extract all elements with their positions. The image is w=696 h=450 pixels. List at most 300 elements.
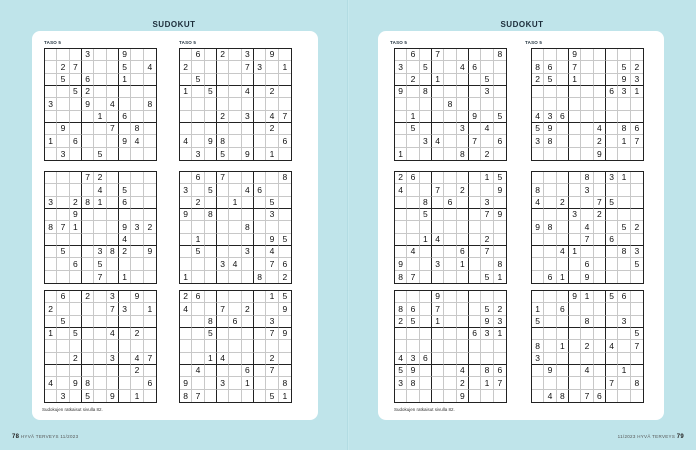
sudoku-cell	[94, 353, 106, 365]
sudoku-cell	[82, 328, 94, 340]
sudoku-cell	[407, 197, 419, 209]
sudoku-cell	[469, 303, 481, 315]
sudoku-cell	[254, 86, 266, 98]
page-footer	[618, 434, 684, 440]
sudoku-cell	[192, 353, 204, 365]
sudoku-cell: 7	[432, 49, 444, 61]
sudoku-grid	[44, 48, 157, 161]
sudoku-cell	[229, 390, 241, 402]
sudoku-cell	[242, 197, 254, 209]
sudoku-cell	[279, 86, 291, 98]
sudoku-cell: 3	[631, 246, 643, 258]
sudoku-cell	[57, 111, 69, 123]
sudoku-cell: 4	[432, 135, 444, 147]
sudoku-cell: 1	[432, 316, 444, 328]
sudoku-cell	[594, 61, 606, 73]
sudoku-cell: 5	[57, 316, 69, 328]
sudoku-cell	[217, 234, 229, 246]
sudoku-cell	[569, 184, 581, 196]
sudoku-cell	[217, 221, 229, 233]
sudoku-cell	[618, 328, 630, 340]
sudoku-cell	[557, 61, 569, 73]
sudoku-cell	[192, 340, 204, 352]
sudoku-cell: 9	[57, 123, 69, 135]
sudoku-cell	[131, 197, 143, 209]
sudoku-cell	[594, 246, 606, 258]
sudoku-cell: 3	[266, 209, 278, 221]
sudoku-cell	[407, 135, 419, 147]
sudoku-cell: 9	[494, 209, 506, 221]
sudoku-cell	[279, 316, 291, 328]
sudoku-cell: 2	[481, 148, 493, 160]
sudoku-cell	[254, 111, 266, 123]
sudoku-cell	[606, 390, 618, 402]
sudoku-cell	[266, 340, 278, 352]
sudoku-cell	[532, 148, 544, 160]
sudoku-cell	[242, 74, 254, 86]
sudoku-cell	[557, 377, 569, 389]
sudoku-cell: 7	[481, 246, 493, 258]
sudoku-cell	[94, 86, 106, 98]
sudoku-cell	[205, 365, 217, 377]
sudoku-cell	[45, 234, 57, 246]
sudoku-cell	[254, 258, 266, 270]
sudoku-cell	[217, 86, 229, 98]
sudoku-cell: 6	[469, 61, 481, 73]
sudoku-cell: 9	[144, 246, 156, 258]
sudoku-cell	[254, 303, 266, 315]
sudoku-cell	[254, 291, 266, 303]
sudoku-cell	[254, 123, 266, 135]
sudoku-cell	[594, 316, 606, 328]
sudoku-cell: 7	[217, 303, 229, 315]
sudoku-cell	[407, 340, 419, 352]
sudoku-cell	[631, 184, 643, 196]
sudoku-cell	[107, 74, 119, 86]
sudoku-cell: 2	[581, 340, 593, 352]
sudoku-cell	[229, 365, 241, 377]
sudoku-cell: 5	[606, 291, 618, 303]
sudoku-cell	[606, 148, 618, 160]
sudoku-cell: 4	[266, 111, 278, 123]
sudoku-cell: 2	[242, 303, 254, 315]
sudoku-cell: 4	[532, 111, 544, 123]
sudoku-cell	[444, 291, 456, 303]
sudoku-cell	[205, 258, 217, 270]
sudoku-cell	[395, 123, 407, 135]
sudoku-cell	[57, 328, 69, 340]
sudoku-cell	[481, 258, 493, 270]
sudoku-cell	[144, 184, 156, 196]
sudoku-cell	[532, 271, 544, 283]
sudoku-cell	[594, 184, 606, 196]
sudoku-cell: 3	[432, 258, 444, 270]
sudoku-cell	[569, 390, 581, 402]
sudoku-cell	[242, 390, 254, 402]
sudoku-cell	[205, 98, 217, 110]
sudoku-cell	[544, 184, 556, 196]
sudoku-cell: 2	[94, 172, 106, 184]
sudoku-cell	[420, 49, 432, 61]
sudoku-cell	[594, 291, 606, 303]
sudoku-cell	[82, 303, 94, 315]
sudoku-cell: 3	[131, 221, 143, 233]
sudoku-cell	[94, 61, 106, 73]
solutions-note: Sudokujen ratkaisut sivulla 82.	[42, 407, 103, 412]
sudoku-cell: 6	[557, 111, 569, 123]
sudoku-cell	[606, 316, 618, 328]
sudoku-cell	[45, 123, 57, 135]
sudoku-cell: 3	[407, 353, 419, 365]
sudoku-cell	[457, 197, 469, 209]
sudoku-cell	[618, 303, 630, 315]
sudoku-cell: 7	[469, 135, 481, 147]
sudoku-cell: 8	[494, 49, 506, 61]
sudoku-cell: 2	[144, 221, 156, 233]
sudoku-cell	[242, 258, 254, 270]
sudoku-cell	[94, 221, 106, 233]
sudoku-cell	[432, 98, 444, 110]
sudoku-cell	[469, 353, 481, 365]
sudoku-cell	[557, 258, 569, 270]
sudoku-cell	[420, 148, 432, 160]
sudoku-cell: 5	[618, 61, 630, 73]
sudoku-cell: 6	[192, 172, 204, 184]
sudoku-cell: 5	[395, 365, 407, 377]
sudoku-cell	[469, 291, 481, 303]
sudoku-cell	[107, 258, 119, 270]
sudoku-cell: 5	[205, 86, 217, 98]
sudoku-cell: 4	[180, 135, 192, 147]
sudoku-cell	[407, 98, 419, 110]
sudoku-cell: 2	[180, 291, 192, 303]
level-label: TASO 5	[525, 40, 543, 45]
sudoku-cell	[432, 123, 444, 135]
sudoku-cell	[242, 234, 254, 246]
sudoku-cell: 8	[557, 390, 569, 402]
sudoku-cell: 7	[266, 258, 278, 270]
sudoku-cell	[254, 74, 266, 86]
sudoku-cell	[131, 316, 143, 328]
sudoku-cell	[407, 184, 419, 196]
sudoku-cell: 8	[581, 316, 593, 328]
sudoku-cell	[494, 98, 506, 110]
sudoku-cell: 8	[631, 377, 643, 389]
sudoku-cell	[569, 172, 581, 184]
sudoku-cell	[569, 303, 581, 315]
sudoku-cell	[57, 197, 69, 209]
sudoku-cell: 2	[45, 303, 57, 315]
sudoku-cell	[581, 123, 593, 135]
sudoku-cell	[618, 234, 630, 246]
sudoku-cell: 3	[45, 98, 57, 110]
sudoku-cell	[131, 377, 143, 389]
sudoku-cell	[144, 328, 156, 340]
sudoku-cell: 3	[606, 172, 618, 184]
sudoku-cell: 3	[119, 303, 131, 315]
sudoku-cell: 4	[481, 123, 493, 135]
sudoku-cell	[432, 328, 444, 340]
sudoku-cell	[82, 61, 94, 73]
sudoku-cell	[70, 74, 82, 86]
sudoku-cell	[544, 353, 556, 365]
sudoku-cell	[420, 258, 432, 270]
sudoku-cell	[242, 353, 254, 365]
sudoku-cell: 1	[618, 365, 630, 377]
sudoku-cell: 5	[532, 123, 544, 135]
sudoku-cell	[606, 49, 618, 61]
sudoku-cell: 7	[569, 61, 581, 73]
sudoku-cell	[229, 98, 241, 110]
sudoku-cell: 7	[606, 377, 618, 389]
sudoku-cell	[217, 340, 229, 352]
sudoku-cell	[569, 377, 581, 389]
sudoku-cell: 6	[618, 291, 630, 303]
sudoku-cell	[57, 135, 69, 147]
sudoku-cell	[57, 353, 69, 365]
sudoku-cell	[107, 377, 119, 389]
sudoku-cell	[544, 234, 556, 246]
sudoku-cell	[618, 258, 630, 270]
sudoku-cell	[229, 172, 241, 184]
sudoku-cell	[457, 111, 469, 123]
sudoku-cell: 7	[266, 328, 278, 340]
sudoku-cell	[494, 74, 506, 86]
sudoku-cell	[581, 197, 593, 209]
sudoku-cell	[557, 234, 569, 246]
sudoku-cell	[432, 340, 444, 352]
sudoku-cell	[131, 209, 143, 221]
sudoku-cell	[494, 197, 506, 209]
sudoku-cell	[481, 390, 493, 402]
sudoku-cell	[180, 340, 192, 352]
sudoku-cell: 3	[569, 209, 581, 221]
sudoku-cell	[432, 365, 444, 377]
sudoku-cell	[180, 197, 192, 209]
sudoku-cell: 6	[407, 49, 419, 61]
sudoku-cell: 5	[192, 74, 204, 86]
sudoku-cell	[144, 172, 156, 184]
sudoku-cell	[57, 303, 69, 315]
sudoku-cell: 8	[544, 135, 556, 147]
sudoku-cell	[266, 221, 278, 233]
sudoku-cell	[45, 74, 57, 86]
sudoku-cell	[94, 340, 106, 352]
sudoku-cell	[254, 246, 266, 258]
sudoku-cell	[594, 271, 606, 283]
sudoku-cell	[131, 271, 143, 283]
sudoku-cell	[581, 353, 593, 365]
sudoku-cell	[407, 148, 419, 160]
sudoku-cell	[544, 328, 556, 340]
sudoku-cell	[631, 353, 643, 365]
sudoku-cell: 1	[420, 234, 432, 246]
sudoku-cell	[45, 316, 57, 328]
sudoku-cell: 4	[557, 246, 569, 258]
sudoku-cell	[618, 111, 630, 123]
sudoku-grid	[394, 171, 507, 284]
sudoku-cell: 1	[581, 291, 593, 303]
sudoku-cell: 1	[94, 111, 106, 123]
sudoku-cell	[594, 328, 606, 340]
puzzle-panel	[378, 31, 664, 420]
sudoku-cell: 6	[469, 328, 481, 340]
sudoku-cell: 9	[494, 184, 506, 196]
sudoku-cell	[205, 148, 217, 160]
sudoku-cell	[420, 271, 432, 283]
sudoku-cell	[444, 74, 456, 86]
sudoku-cell: 9	[82, 98, 94, 110]
sudoku-cell	[266, 184, 278, 196]
sudoku-cell: 5	[266, 197, 278, 209]
sudoku-cell	[45, 61, 57, 73]
sudoku-cell	[205, 246, 217, 258]
sudoku-cell: 3	[45, 197, 57, 209]
sudoku-cell	[432, 246, 444, 258]
sudoku-cell: 2	[457, 377, 469, 389]
sudoku-cell: 3	[82, 49, 94, 61]
sudoku-cell	[457, 209, 469, 221]
sudoku-cell: 2	[70, 353, 82, 365]
sudoku-cell	[469, 234, 481, 246]
sudoku-cell: 5	[266, 390, 278, 402]
sudoku-cell	[444, 135, 456, 147]
sudoku-cell	[618, 271, 630, 283]
sudoku-cell: 8	[254, 271, 266, 283]
sudoku-grid	[179, 171, 292, 284]
page-footer	[12, 434, 78, 440]
sudoku-cell	[192, 209, 204, 221]
sudoku-cell	[606, 74, 618, 86]
sudoku-cell: 7	[107, 123, 119, 135]
sudoku-cell	[217, 271, 229, 283]
sudoku-cell	[407, 291, 419, 303]
sudoku-cell: 3	[618, 86, 630, 98]
sudoku-cell	[581, 303, 593, 315]
sudoku-cell: 2	[131, 365, 143, 377]
sudoku-cell	[420, 221, 432, 233]
sudoku-cell	[94, 303, 106, 315]
sudoku-cell: 3	[395, 377, 407, 389]
sudoku-cell	[229, 209, 241, 221]
sudoku-cell	[457, 98, 469, 110]
sudoku-cell: 2	[82, 86, 94, 98]
sudoku-cell	[557, 74, 569, 86]
sudoku-cell: 4	[594, 123, 606, 135]
sudoku-cell	[544, 316, 556, 328]
sudoku-cell	[581, 246, 593, 258]
sudoku-cell	[70, 303, 82, 315]
sudoku-cell	[557, 135, 569, 147]
sudoku-cell	[180, 258, 192, 270]
sudoku-cell	[569, 328, 581, 340]
sudoku-cell: 4	[457, 365, 469, 377]
sudoku-cell: 6	[457, 246, 469, 258]
sudoku-cell	[205, 49, 217, 61]
sudoku-cell: 1	[266, 148, 278, 160]
sudoku-cell: 5	[70, 86, 82, 98]
sudoku-cell	[481, 61, 493, 73]
sudoku-cell: 8	[242, 221, 254, 233]
sudoku-cell	[631, 291, 643, 303]
sudoku-cell	[57, 172, 69, 184]
sudoku-cell: 7	[494, 377, 506, 389]
sudoku-cell	[481, 184, 493, 196]
sudoku-cell	[569, 353, 581, 365]
sudoku-cell: 1	[119, 271, 131, 283]
sudoku-cell: 6	[70, 258, 82, 270]
sudoku-cell: 4	[242, 184, 254, 196]
level-label: TASO 5	[44, 40, 62, 45]
sudoku-cell	[581, 98, 593, 110]
sudoku-cell	[420, 111, 432, 123]
sudoku-cell	[82, 135, 94, 147]
sudoku-cell	[606, 246, 618, 258]
sudoku-cell: 5	[205, 328, 217, 340]
sudoku-cell	[557, 98, 569, 110]
sudoku-cell	[457, 340, 469, 352]
sudoku-cell: 5	[618, 221, 630, 233]
sudoku-cell	[618, 209, 630, 221]
sudoku-cell	[119, 86, 131, 98]
sudoku-cell	[544, 197, 556, 209]
sudoku-cell	[569, 221, 581, 233]
sudoku-cell	[544, 291, 556, 303]
sudoku-cell: 5	[94, 258, 106, 270]
sudoku-cell	[494, 148, 506, 160]
sudoku-cell	[82, 123, 94, 135]
sudoku-cell	[144, 340, 156, 352]
sudoku-cell	[45, 209, 57, 221]
sudoku-cell	[254, 172, 266, 184]
sudoku-cell	[217, 197, 229, 209]
sudoku-cell: 1	[144, 303, 156, 315]
sudoku-cell: 5	[494, 111, 506, 123]
sudoku-cell	[557, 123, 569, 135]
sudoku-cell	[606, 221, 618, 233]
sudoku-cell	[229, 246, 241, 258]
sudoku-cell	[469, 258, 481, 270]
sudoku-cell	[569, 234, 581, 246]
sudoku-cell	[444, 172, 456, 184]
sudoku-cell	[45, 111, 57, 123]
sudoku-cell	[420, 74, 432, 86]
sudoku-cell	[569, 271, 581, 283]
sudoku-cell	[631, 197, 643, 209]
sudoku-cell	[217, 98, 229, 110]
sudoku-cell	[266, 135, 278, 147]
sudoku-cell	[131, 74, 143, 86]
sudoku-cell: 5	[279, 291, 291, 303]
sudoku-cell	[242, 316, 254, 328]
sudoku-cell	[457, 221, 469, 233]
sudoku-cell: 1	[45, 328, 57, 340]
sudoku-cell: 5	[57, 74, 69, 86]
sudoku-cell	[254, 197, 266, 209]
sudoku-cell	[180, 123, 192, 135]
sudoku-cell	[444, 221, 456, 233]
sudoku-cell: 2	[266, 353, 278, 365]
sudoku-cell	[45, 390, 57, 402]
sudoku-cell	[242, 172, 254, 184]
sudoku-cell	[45, 271, 57, 283]
sudoku-cell	[432, 111, 444, 123]
sudoku-cell: 6	[70, 135, 82, 147]
sudoku-cell: 8	[420, 86, 432, 98]
puzzle-panel	[32, 31, 318, 420]
sudoku-cell	[432, 353, 444, 365]
sudoku-cell	[205, 172, 217, 184]
